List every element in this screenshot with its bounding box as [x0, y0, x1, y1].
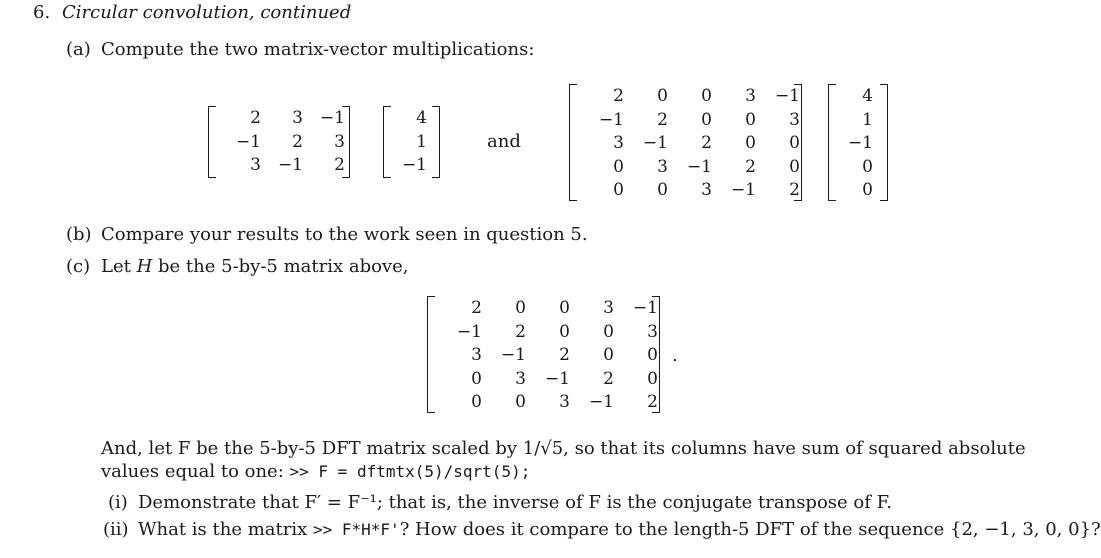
- part-c-text-after: be the 5-by-5 matrix above,: [158, 256, 409, 277]
- problem-number: 6.: [33, 2, 51, 23]
- and-word: and: [487, 131, 521, 152]
- part-b-label: (b): [66, 224, 92, 245]
- part-b-text: Compare your results to the work seen in question 5.: [101, 224, 588, 245]
- matrix-entry: −1: [500, 345, 526, 365]
- part-a-text: Compute the two matrix-vector multiplications:: [101, 39, 535, 60]
- matrix-entry: 0: [701, 109, 712, 130]
- matrix-entry: −1: [544, 368, 570, 389]
- sub-i-text: Demonstrate that F′ = F⁻¹; that is, the inverse of F is the conjugate transpose of F.: [138, 492, 893, 513]
- matrix-entry: 0: [603, 345, 614, 365]
- matrix-entry: −1: [686, 156, 712, 177]
- sub-ii-text2: ? How does it compare to the length-5 DFT of the sequence {2, −1, 3, 0, 0}?: [399, 519, 1101, 540]
- matrix-entry: 2: [789, 180, 800, 200]
- vector-entry: 4: [862, 86, 873, 106]
- matrix-entry: 3: [701, 180, 712, 200]
- vector-entry: −1: [401, 155, 427, 175]
- matrix-entry: 3: [603, 298, 614, 318]
- sub-ii-code: >> F*H*F': [312, 520, 400, 539]
- matrix-entry: 0: [559, 298, 570, 318]
- matrix-entry: 0: [647, 368, 658, 389]
- para-line1: And, let F be the 5-by-5 DFT matrix scaled by 1/√5, so that its columns have sum of squared absolute: [101, 438, 1026, 459]
- matrix-entry: 0: [613, 180, 624, 200]
- matrix-entry: 3: [789, 109, 800, 130]
- sub-ii-text1: What is the matrix: [138, 519, 308, 540]
- sub-ii-label: (ii): [103, 519, 129, 540]
- matrix-entry: 2: [515, 321, 526, 342]
- matrix-entry: 0: [613, 156, 624, 177]
- matrix-entry: −1: [774, 86, 800, 106]
- matrix-entry: 0: [647, 345, 658, 365]
- matrix-entry: −1: [319, 108, 345, 128]
- part-c-label: (c): [66, 256, 91, 277]
- part-c-text-before: Let: [101, 256, 131, 277]
- matrix-entry: −1: [277, 155, 303, 175]
- part-a-label: (a): [66, 39, 91, 60]
- matrix-entry: 3: [559, 392, 570, 412]
- matrix-entry: 0: [471, 368, 482, 389]
- matrix-entry: 3: [250, 155, 261, 175]
- matrix-entry: 2: [745, 156, 756, 177]
- matrix-entry: −1: [642, 133, 668, 153]
- matrix-entry: 3: [471, 345, 482, 365]
- vector-3: [383, 106, 440, 178]
- matrix-entry: 0: [515, 392, 526, 412]
- matrix-entry: 3: [745, 86, 756, 106]
- matrix-entry: 3: [647, 321, 658, 342]
- para-line2-code: >> F = dftmtx(5)/sqrt(5);: [289, 462, 531, 481]
- matrix-entry: 2: [657, 109, 668, 130]
- para-line2-text: values equal to one:: [101, 461, 284, 482]
- matrix-entry: 3: [292, 108, 303, 128]
- part-c-text: [101, 256, 409, 278]
- matrix-entry: 0: [789, 133, 800, 153]
- matrix-entry: 2: [471, 298, 482, 318]
- matrix-entry: 3: [334, 131, 345, 152]
- matrix-entry: 0: [515, 298, 526, 318]
- matrix-entry: 2: [701, 133, 712, 153]
- matrix-entry: 0: [657, 86, 668, 106]
- matrix-entry: −1: [632, 298, 658, 318]
- sub-i-label: (i): [108, 492, 128, 513]
- vector-entry: 1: [862, 109, 873, 130]
- matrix-h: [427, 296, 660, 413]
- matrix-entry: 2: [613, 86, 624, 106]
- matrix-entry: 2: [647, 392, 658, 412]
- matrix-entry: 0: [657, 180, 668, 200]
- matrix-entry: 0: [789, 156, 800, 177]
- matrix-entry: −1: [456, 321, 482, 342]
- vector-entry: −1: [847, 133, 873, 153]
- matrix-entry: 2: [603, 368, 614, 389]
- matrix-entry: 0: [745, 133, 756, 153]
- matrix-entry: −1: [730, 180, 756, 200]
- vector-entry: 1: [416, 131, 427, 152]
- matrix-entry: 2: [250, 108, 261, 128]
- matrix-entry: 0: [559, 321, 570, 342]
- matrix-entry: 2: [559, 345, 570, 365]
- vector-entry: 4: [416, 108, 427, 128]
- para-line2: [101, 461, 530, 483]
- matrix-entry: 3: [515, 368, 526, 389]
- vector-entry: 0: [862, 180, 873, 200]
- vector-5: [828, 84, 888, 201]
- matrix-h-period: .: [672, 345, 678, 366]
- matrix-entry: −1: [598, 109, 624, 130]
- matrix-entry: 3: [657, 156, 668, 177]
- matrix-5x5: [569, 84, 802, 201]
- sub-ii-text: [138, 519, 1101, 541]
- matrix-entry: 0: [701, 86, 712, 106]
- matrix-entry: 0: [471, 392, 482, 412]
- matrix-entry: 0: [745, 109, 756, 130]
- matrix-3x3: [208, 106, 350, 178]
- matrix-entry: 2: [334, 155, 345, 175]
- matrix-entry: −1: [235, 131, 261, 152]
- vector-entry: 0: [862, 156, 873, 177]
- problem-title: Circular convolution, continued: [62, 2, 352, 23]
- matrix-entry: 0: [603, 321, 614, 342]
- matrix-entry: 2: [292, 131, 303, 152]
- matrix-entry: 3: [613, 133, 624, 153]
- matrix-entry: −1: [588, 392, 614, 412]
- var-h: H: [136, 256, 153, 277]
